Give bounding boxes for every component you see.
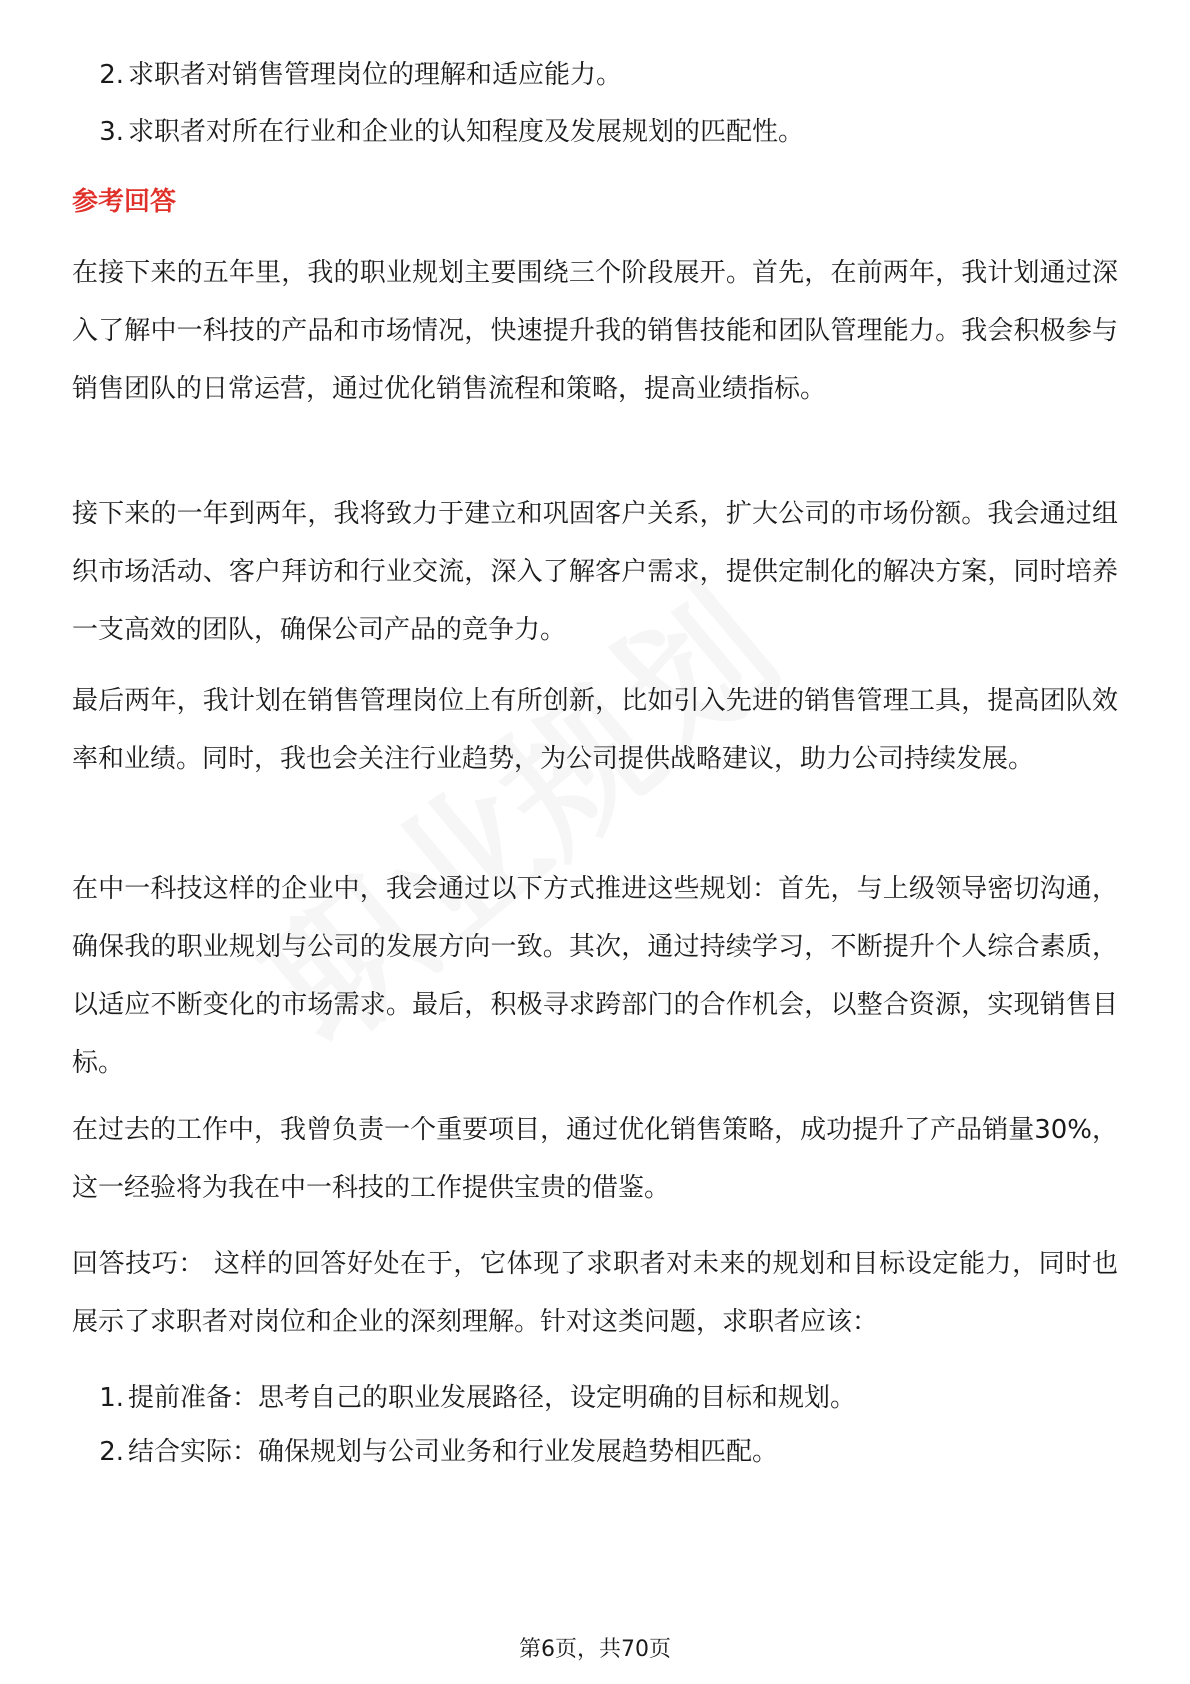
list-number: 2. [99, 1437, 124, 1467]
list-item [72, 1423, 778, 1481]
paragraph: 在中一科技这样的企业中，我会通过以下方式推进这些规划：首先，与上级领导密切沟通，确保我的职业规划与公司的发展方向一致。其次，通过持续学习，不断提升个人综合素质，以适应不断变化的市场需求。最后，积极寻求跨部门的合作机会，以整合资源，实现销售目标。 [72, 874, 1118, 1078]
paragraph: 在接下来的五年里，我的职业规划主要围绕三个阶段展开。首先，在前两年，我计划通过深入了解中一科技的产品和市场情况，快速提升我的销售技能和团队管理能力。我会积极参与销售团队的日常运营，通过优化销售流程和策略，提高业绩指标。 [72, 258, 1118, 404]
paragraph: 回答技巧： 这样的回答好处在于，它体现了求职者对未来的规划和目标设定能力，同时也展示了求职者对岗位和企业的深刻理解。针对这类问题，求职者应该： [72, 1249, 1118, 1337]
list-item [72, 46, 622, 104]
list-item [72, 103, 804, 161]
list-text: 求职者对所在行业和企业的认知程度及发展规划的匹配性。 [128, 117, 805, 147]
section-heading: 参考回答 [72, 187, 177, 217]
page-number-footer: 第6页，共70页 [519, 1637, 671, 1662]
list-item [72, 1369, 856, 1427]
paragraph: 接下来的一年到两年，我将致力于建立和巩固客户关系，扩大公司的市场份额。我会通过组织市场活动、客户拜访和行业交流，深入了解客户需求，提供定制化的解决方案，同时培养一支高效的团队，确保公司产品的竞争力。 [72, 499, 1118, 645]
list-number: 3. [99, 117, 124, 147]
list-number: 1. [99, 1383, 124, 1413]
paragraph: 在过去的工作中，我曾负责一个重要项目，通过优化销售策略，成功提升了产品销量30%，这一经验将为我在中一科技的工作提供宝贵的借鉴。 [72, 1115, 1118, 1203]
list-text: 求职者对销售管理岗位的理解和适应能力。 [128, 60, 623, 90]
paragraph: 最后两年，我计划在销售管理岗位上有所创新，比如引入先进的销售管理工具，提高团队效率和业绩。同时，我也会关注行业趋势，为公司提供战略建议，助力公司持续发展。 [72, 686, 1118, 774]
list-number: 2. [99, 60, 124, 90]
list-text: 结合实际：确保规划与公司业务和行业发展趋势相匹配。 [128, 1437, 779, 1467]
list-text: 提前准备：思考自己的职业发展路径，设定明确的目标和规划。 [128, 1383, 857, 1413]
